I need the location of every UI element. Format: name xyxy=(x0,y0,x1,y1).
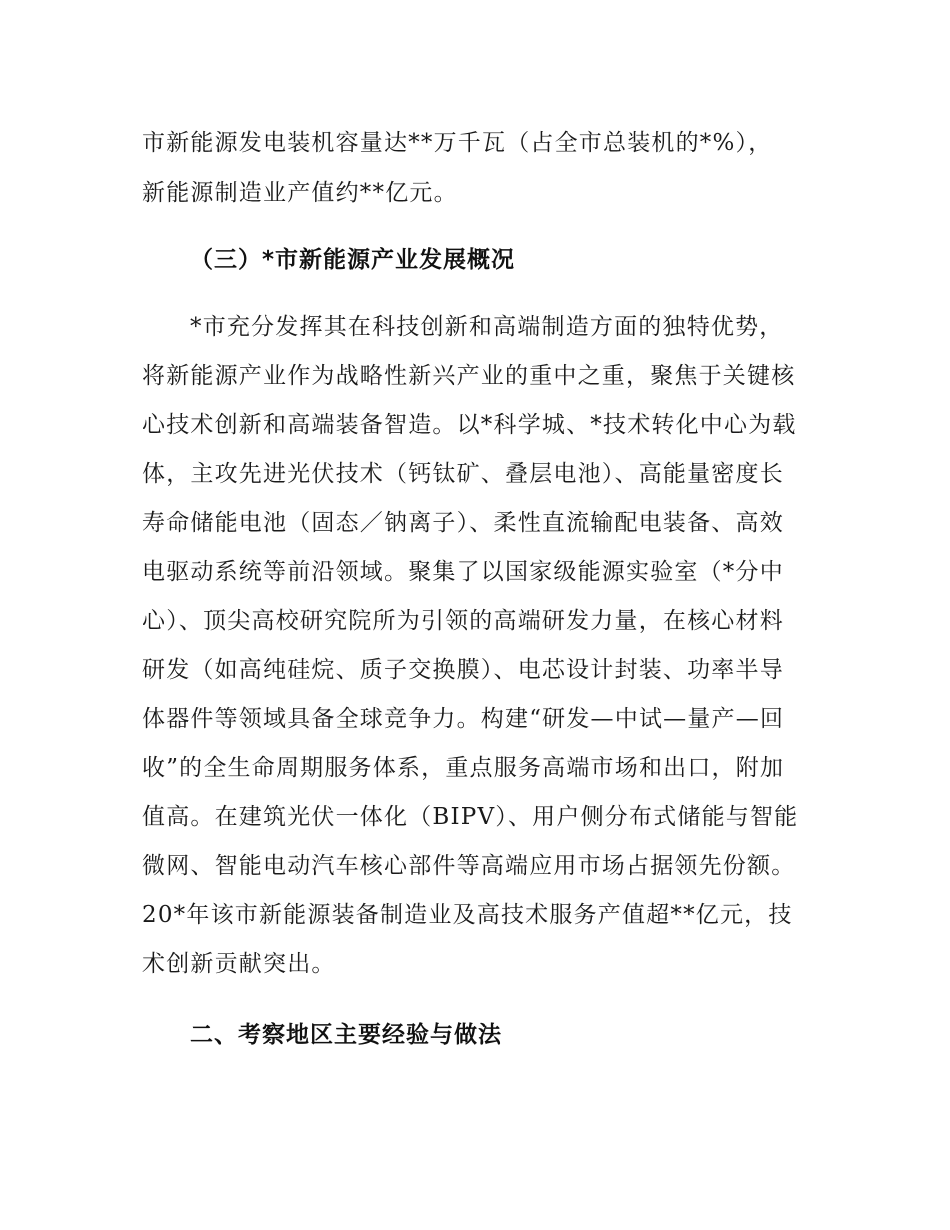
body-line: 研发（如高纯硅烷、质子交换膜）、电芯设计封装、功率半导 xyxy=(142,657,784,683)
body-line: *市充分发挥其在科技创新和高端制造方面的独特优势， xyxy=(190,314,784,340)
intro-line: 新能源制造业产值约**亿元。 xyxy=(142,180,458,206)
section-heading: （三）*市新能源产业发展概况 xyxy=(190,247,516,273)
body-line: 值高。在建筑光伏一体化（BIPV）、用户侧分布式储能与智能 xyxy=(142,804,799,830)
intro-line: 市新能源发电装机容量达**万千瓦（占全市总装机的*%）， xyxy=(142,130,773,156)
body-line: 术创新贡献突出。 xyxy=(142,951,336,977)
chapter-heading: 二、考察地区主要经验与做法 xyxy=(190,1022,502,1048)
body-line: 20*年该市新能源装备制造业及高技术服务产值超**亿元，技 xyxy=(142,902,793,928)
body-line: 寿命储能电池（固态／钠离子）、柔性直流输配电装备、高效 xyxy=(142,510,784,536)
body-line: 体，主攻先进光伏技术（钙钛矿、叠层电池）、高能量密度长 xyxy=(142,461,784,487)
body-line: 将新能源产业作为战略性新兴产业的重中之重，聚焦于关键核 xyxy=(142,363,796,389)
body-line: 收”的全生命周期服务体系，重点服务高端市场和出口，附加 xyxy=(142,755,785,781)
body-line: 体器件等领域具备全球竞争力。构建“研发—中试—量产—回 xyxy=(142,706,785,732)
body-line: 心）、顶尖高校研究院所为引领的高端研发力量，在核心材料 xyxy=(142,608,784,634)
body-line: 电驱动系统等前沿领域。聚集了以国家级能源实验室（*分中 xyxy=(142,559,784,585)
body-line: 心技术创新和高端装备智造。以*科学城、*技术转化中心为载 xyxy=(142,412,797,438)
body-line: 微网、智能电动汽车核心部件等高端应用市场占据领先份额。 xyxy=(142,853,796,879)
